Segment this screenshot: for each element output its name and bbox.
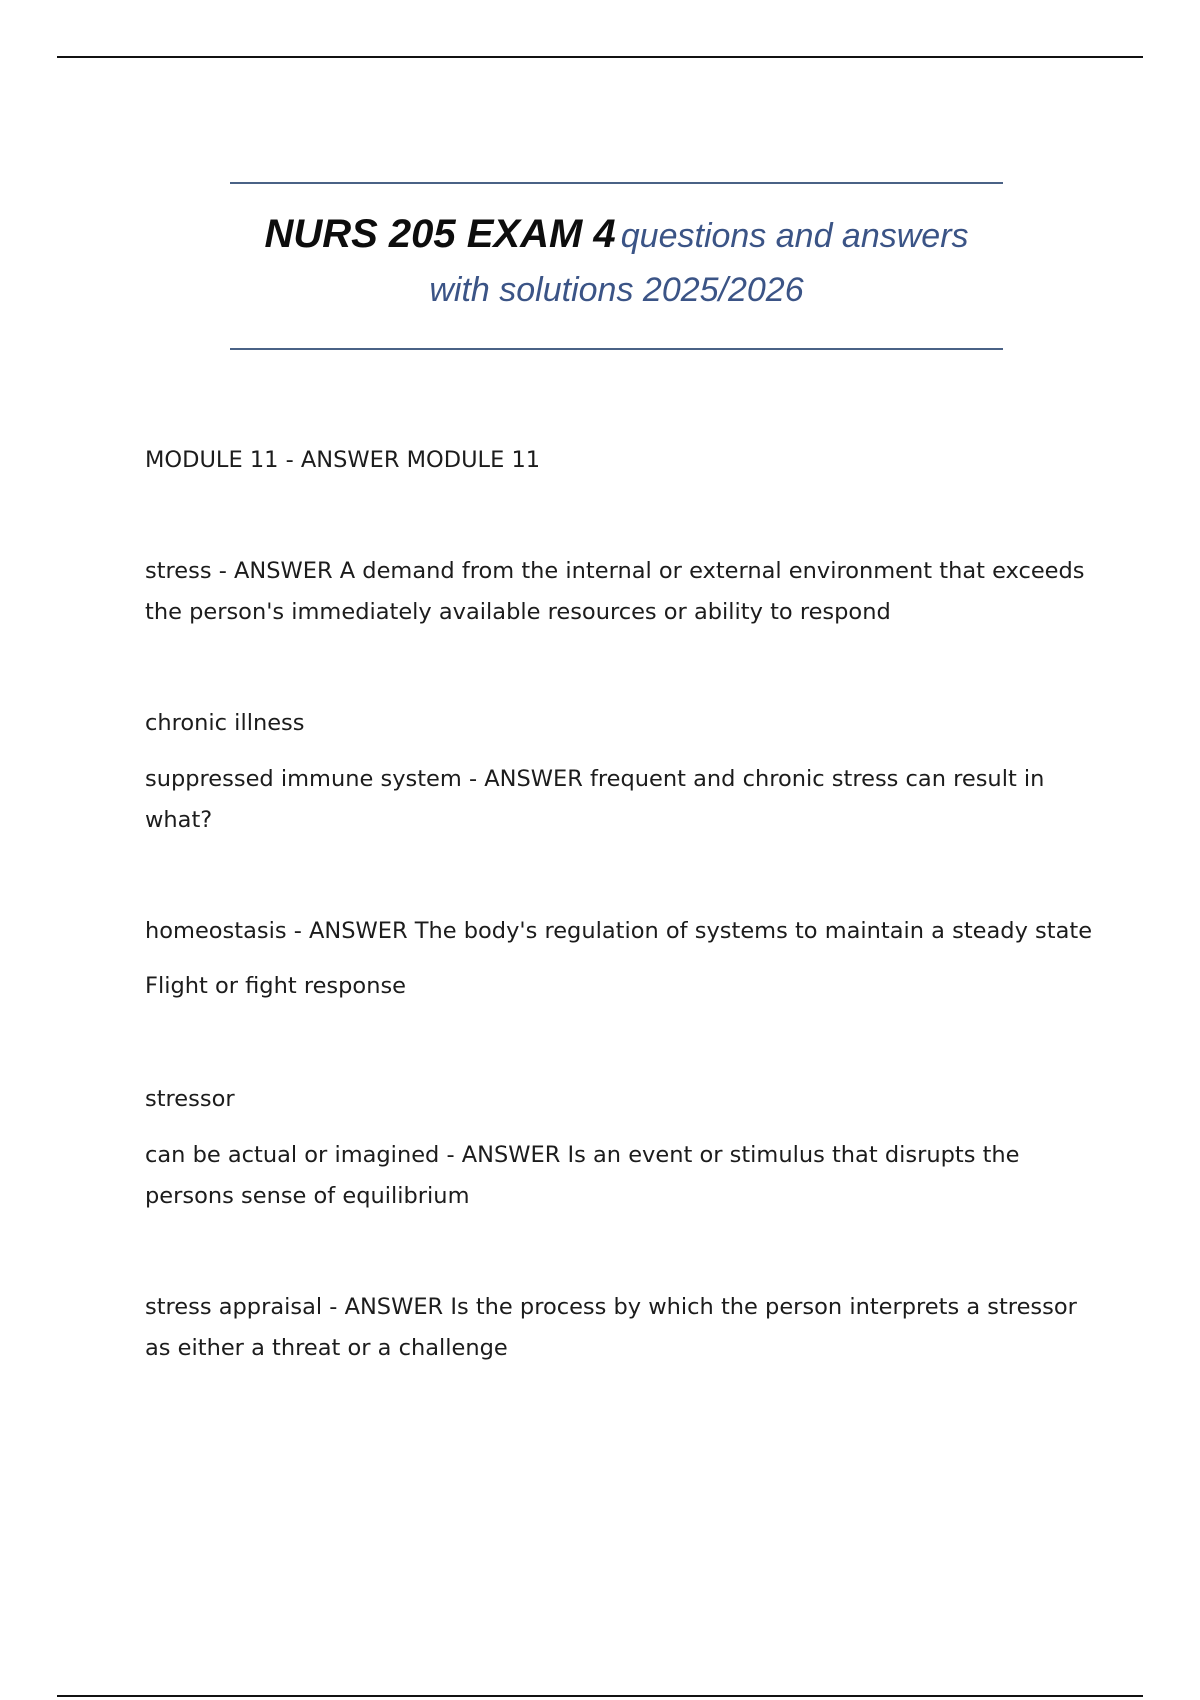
entry-stress-appraisal: stress appraisal - ANSWER Is the process by which the person interprets a stressor as either a threat or a challenge: [145, 1294, 1077, 1361]
entry-homeostasis: homeostasis - ANSWER The body's regulation of systems to maintain a steady state: [145, 918, 1093, 944]
document-title-line-2: with solutions 2025/2026: [429, 271, 804, 309]
page-top-rule: [57, 56, 1143, 58]
document-title-line-1: [230, 206, 1003, 262]
entry-actual-or-imagined: can be actual or imagined - ANSWER Is an event or stimulus that disrupts the persons sense of equilibrium: [145, 1142, 1020, 1209]
document-body: [145, 440, 1095, 1369]
document-title-bold: NURS 205 EXAM 4: [264, 212, 616, 256]
document-title-rest: questions and answers: [620, 217, 969, 255]
entry-suppressed-immune-system: suppressed immune system - ANSWER frequent and chronic stress can result in what?: [145, 766, 1045, 833]
entry-stress: stress - ANSWER A demand from the internal or external environment that exceeds the person's immediately available resources or ability to respond: [145, 558, 1085, 625]
document-title-block: [230, 182, 1003, 350]
module-heading: MODULE 11 - ANSWER MODULE 11: [145, 447, 541, 473]
entry-stressor: stressor: [145, 1086, 235, 1112]
entry-flight-or-fight: Flight or fight response: [145, 973, 407, 999]
entry-chronic-illness: chronic illness: [145, 710, 305, 736]
page-bottom-rule: [57, 1695, 1143, 1697]
